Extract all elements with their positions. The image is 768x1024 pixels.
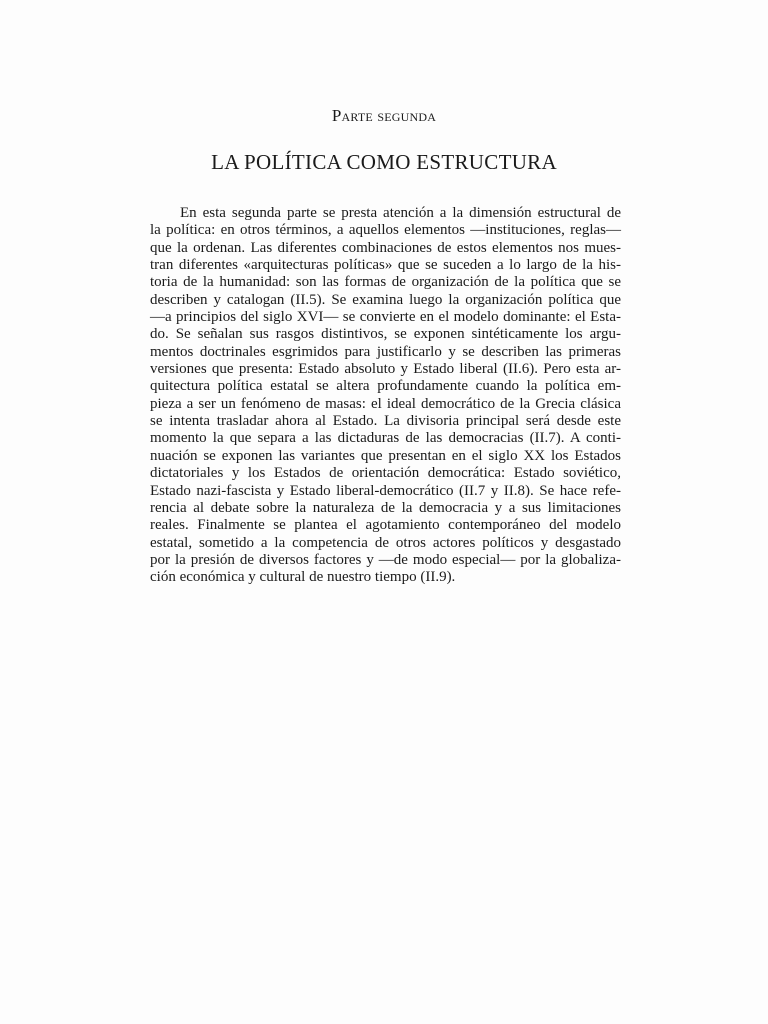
paragraph-line: quitectura política estatal se altera profundamente cuando la política em- (150, 378, 621, 395)
paragraph-line: En esta segunda parte se presta atención a la dimensión estructural de (180, 205, 621, 221)
paragraph-line: dictatoriales y los Estados de orientación democrática: Estado soviético, (150, 465, 621, 482)
paragraph-line: mentos doctrinales esgrimidos para justificarlo y se describen las primeras (150, 343, 621, 360)
paragraph-line: rencia al debate sobre la naturaleza de la democracia y a sus limitaciones (150, 499, 621, 516)
paragraph-line: se intenta trasladar ahora al Estado. La divisoria principal será desde este (150, 413, 621, 430)
paragraph-line: reales. Finalmente se plantea el agotamiento contemporáneo del modelo (150, 517, 621, 534)
paragraph-line: momento la que separa a las dictaduras de las democracias (II.7). A conti- (150, 430, 621, 447)
paragraph-line: por la presión de diversos factores y —de modo especial— por la globaliza- (150, 551, 621, 568)
paragraph-line: pieza a ser un fenómeno de masas: el ideal democrático de la Grecia clásica (150, 395, 621, 412)
body-paragraph (150, 205, 621, 587)
part-heading (0, 106, 768, 126)
paragraph-line: —a principios del siglo XVI— se convierte en el modelo dominante: el Esta- (150, 309, 621, 326)
paragraph-line: describen y catalogan (II.5). Se examina luego la organización política que (150, 291, 621, 308)
paragraph-line: do. Se señalan sus rasgos distintivos, se exponen sintéticamente los argu- (150, 326, 621, 343)
paragraph-line: que la ordenan. Las diferentes combinaciones de estos elementos nos mues- (150, 239, 621, 256)
paragraph-line: la política: en otros términos, a aquellos elementos —instituciones, reglas— (150, 222, 621, 239)
paragraph-line: ción económica y cultural de nuestro tiempo (II.9). (150, 569, 456, 586)
part-heading-text: Parte segunda (331, 106, 437, 125)
paragraph-line: nuación se exponen las variantes que presentan en el siglo XX los Estados (150, 447, 621, 464)
paragraph-line: toria de la humanidad: son las formas de organización de la política que se (150, 274, 621, 291)
paragraph-line: versiones que presenta: Estado absoluto y Estado liberal (II.6). Pero esta ar- (150, 361, 621, 378)
paragraph-line: tran diferentes «arquitecturas políticas» que se suceden a lo largo de la his- (150, 257, 621, 274)
paragraph-line: estatal, sometido a la competencia de otros actores políticos y desgastado (150, 534, 621, 551)
section-title: LA POLÍTICA COMO ESTRUCTURA (211, 150, 557, 174)
paragraph-line: Estado nazi-fascista y Estado liberal-democrático (II.7 y II.8). Se hace refe- (150, 482, 621, 499)
